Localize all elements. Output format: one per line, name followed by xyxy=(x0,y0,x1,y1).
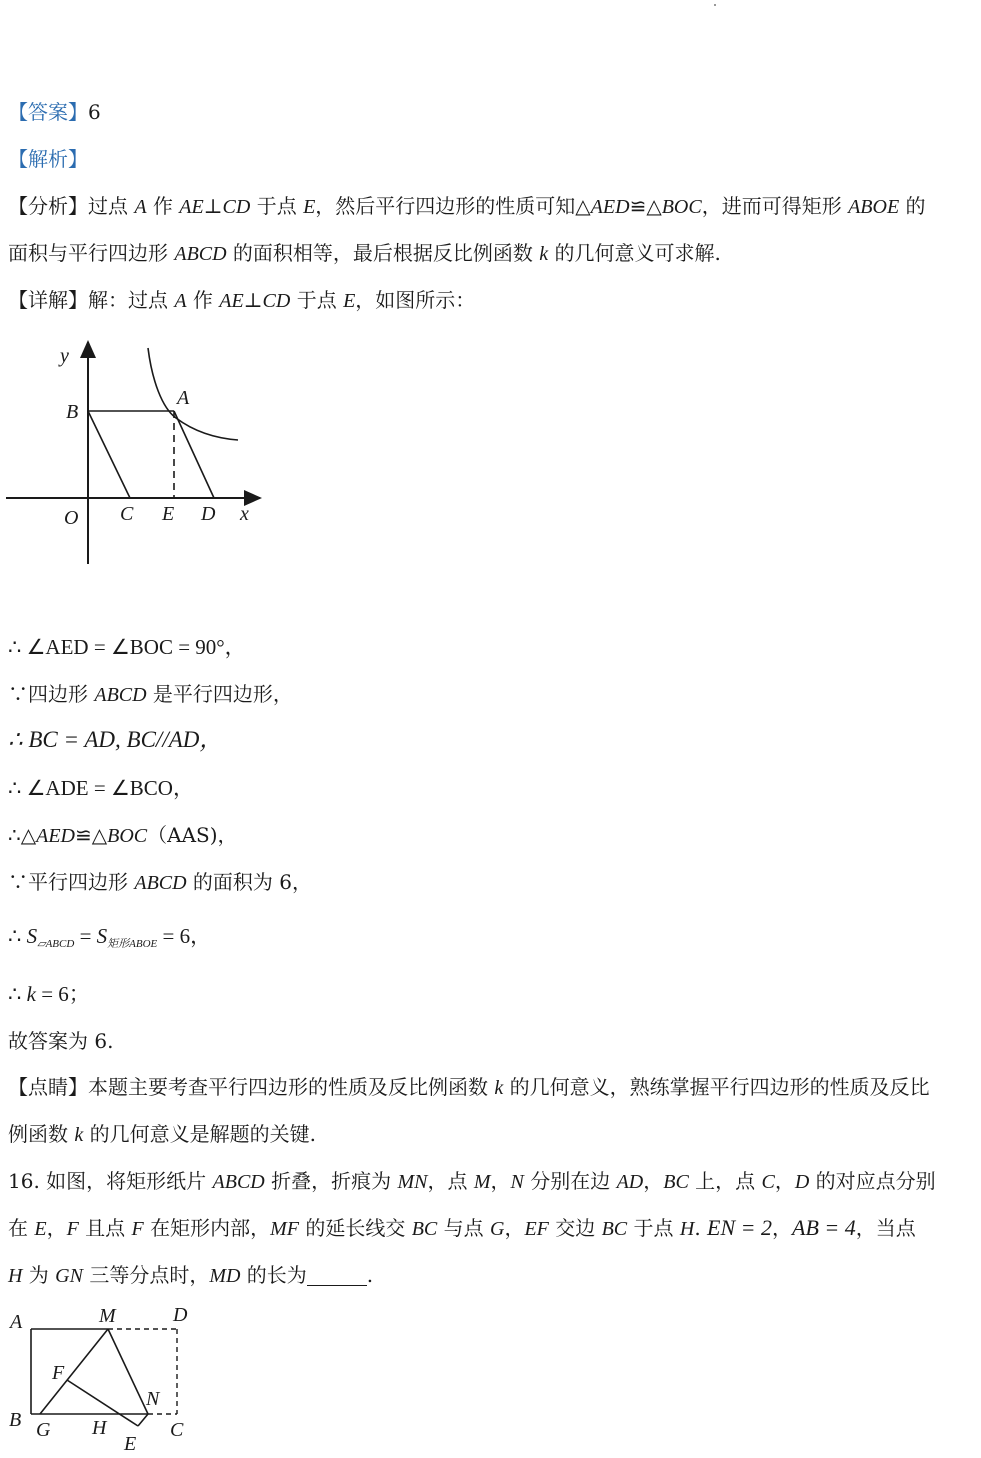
step-3: ∴ BC = AD, BC//AD， xyxy=(8,727,223,752)
answer-line xyxy=(8,98,101,126)
text: 的几何意义，熟练掌握平行四边形的性质及反比 xyxy=(503,1075,930,1099)
label-B: B xyxy=(66,401,79,423)
math-var: BC xyxy=(411,1218,438,1240)
q16-line-3 xyxy=(8,1261,373,1290)
math-var: ABCD xyxy=(134,872,187,894)
math-var: BOC xyxy=(661,196,702,218)
subscript: ▱ABCD xyxy=(37,938,75,950)
label-A2: A xyxy=(10,1311,23,1333)
text: 的延长线交 xyxy=(298,1216,412,1240)
text: 作 xyxy=(186,288,220,312)
label-N: N xyxy=(146,1388,160,1410)
text: 过点 xyxy=(88,194,135,218)
figure-1-coordinate-diagram xyxy=(0,330,280,575)
triangle-symbol: △ xyxy=(646,194,662,218)
text: 的几何意义可求解. xyxy=(548,241,721,265)
detail-tag: 【详解】 xyxy=(8,288,88,312)
text: 是平行四边形， xyxy=(146,682,293,706)
math-var: k xyxy=(26,982,36,1006)
math-var: k xyxy=(74,1124,84,1146)
detail-line xyxy=(8,286,475,315)
math-var: k xyxy=(539,243,549,265)
math-var: BC xyxy=(663,1171,689,1193)
text: 为 xyxy=(22,1263,56,1287)
text: 分别在边 xyxy=(523,1169,617,1193)
math-var: AED xyxy=(590,196,630,218)
math-var: MD xyxy=(209,1265,241,1287)
label-D: D xyxy=(201,503,216,525)
math-var: M xyxy=(473,1171,491,1193)
math-var: BOC xyxy=(107,825,148,847)
hyperbola-curve xyxy=(148,348,238,440)
label-y: y xyxy=(60,345,69,367)
answer-value: 6 xyxy=(88,100,101,124)
figure-2-folded-rectangle xyxy=(0,1298,220,1458)
text: ， xyxy=(772,1216,793,1240)
math-var: MF xyxy=(270,1218,299,1240)
step-4: ∴ ∠ADE = ∠BCO， xyxy=(8,776,194,800)
segment-GM xyxy=(40,1329,108,1414)
step-9-conclusion: 故答案为 6. xyxy=(8,1029,114,1053)
math-var: E xyxy=(343,290,356,312)
segment-MN xyxy=(108,1329,148,1414)
text: 在矩形内部， xyxy=(143,1216,271,1240)
text: ≌△ xyxy=(75,823,108,847)
text: 三等分点时， xyxy=(82,1263,210,1287)
text: 交边 xyxy=(548,1216,602,1240)
answer-blank xyxy=(307,1265,367,1286)
analysis-line-2 xyxy=(8,239,721,268)
label-H: H xyxy=(92,1417,107,1439)
label-C: C xyxy=(120,503,134,525)
text: 的面积为 6， xyxy=(186,870,313,894)
text: = 6， xyxy=(157,924,212,948)
math-var: ABOE xyxy=(848,196,900,218)
math-var: ABCD xyxy=(212,1171,265,1193)
math-var: C xyxy=(761,1171,775,1193)
text: 解：过点 xyxy=(88,288,175,312)
text: 本题主要考查平行四边形的性质及反比例函数 xyxy=(88,1075,495,1099)
text: 于点 xyxy=(250,194,304,218)
text: ，然后平行四边形的性质可知△ xyxy=(315,194,591,218)
comment-line-2 xyxy=(8,1120,316,1149)
math-var: A xyxy=(174,290,187,312)
math-var: AD xyxy=(616,1171,644,1193)
analysis-line-1 xyxy=(8,192,926,221)
answer-tag: 【答案】 xyxy=(8,100,88,124)
perp-symbol: ⊥ xyxy=(243,288,263,312)
text: 16. 如图，将矩形纸片 xyxy=(8,1169,213,1193)
math-var: GN xyxy=(55,1265,83,1287)
math-var: G xyxy=(489,1218,505,1240)
math-var: S xyxy=(26,924,38,948)
q16-line-1 xyxy=(8,1167,936,1196)
text: 的几何意义是解题的关键. xyxy=(83,1122,316,1146)
step-5 xyxy=(8,821,238,850)
text: . xyxy=(694,1216,708,1240)
scan-speck xyxy=(714,4,716,6)
text: 于点 xyxy=(290,288,344,312)
label-F: F xyxy=(52,1362,65,1384)
label-O: O xyxy=(64,507,79,529)
step-1: ∴ ∠AED = ∠BOC = 90°， xyxy=(8,635,246,659)
label-x: x xyxy=(240,503,249,525)
label-A: A xyxy=(177,387,190,409)
text: 在 xyxy=(8,1216,35,1240)
math-var: AED xyxy=(36,825,75,847)
step-8 xyxy=(8,980,90,1008)
text: ∴ xyxy=(8,982,27,1006)
text: ， xyxy=(490,1169,511,1193)
text: ∴ xyxy=(8,924,27,948)
math-var: k xyxy=(494,1077,504,1099)
math-var: F xyxy=(66,1218,79,1240)
math-var: CD xyxy=(262,290,291,312)
text: ，点 xyxy=(427,1169,474,1193)
math-var: EF xyxy=(524,1218,549,1240)
segment-EN xyxy=(138,1414,148,1426)
math-var: H xyxy=(679,1218,695,1240)
text: . xyxy=(366,1263,374,1287)
analysis-heading xyxy=(8,145,88,173)
text: 例函数 xyxy=(8,1122,75,1146)
text: 的面积相等，最后根据反比例函数 xyxy=(226,241,540,265)
math-var: BC xyxy=(601,1218,628,1240)
step-7-area-equation xyxy=(8,922,211,958)
math-var: H xyxy=(8,1265,23,1287)
text: ，当点 xyxy=(855,1216,916,1240)
text: 于点 xyxy=(627,1216,680,1240)
step-2 xyxy=(8,680,293,709)
analysis-tag: 【分析】 xyxy=(8,194,88,218)
subscript: 矩形ABOE xyxy=(107,938,158,950)
text: 作 xyxy=(146,194,180,218)
text: 与点 xyxy=(437,1216,490,1240)
label-E: E xyxy=(162,503,175,525)
math-var: MN xyxy=(397,1171,428,1193)
label-C2: C xyxy=(170,1419,184,1441)
text: （AAS)， xyxy=(147,823,238,847)
math-var: E xyxy=(34,1218,47,1240)
math-expr: EN = 2 xyxy=(707,1215,773,1240)
comment-tag: 【点睛】 xyxy=(8,1075,88,1099)
math-var: N xyxy=(510,1171,524,1193)
math-var: S xyxy=(96,924,108,948)
text: 上，点 xyxy=(688,1169,762,1193)
text: 折叠，折痕为 xyxy=(264,1169,398,1193)
text: ∵平行四边形 xyxy=(8,870,135,894)
text: ， xyxy=(46,1216,67,1240)
q16-line-2 xyxy=(8,1214,916,1243)
text: ， xyxy=(504,1216,525,1240)
label-M: M xyxy=(99,1305,116,1327)
label-D2: D xyxy=(173,1304,188,1326)
text: ∵四边形 xyxy=(8,682,95,706)
math-var: ABCD xyxy=(174,243,227,265)
label-G: G xyxy=(36,1419,51,1441)
perp-symbol: ⊥ xyxy=(203,194,223,218)
text: ∴△ xyxy=(8,823,37,847)
math-var: AE xyxy=(219,290,244,312)
math-var: F xyxy=(131,1218,144,1240)
congruent-symbol: ≌ xyxy=(629,194,647,218)
text: 的 xyxy=(899,194,926,218)
math-var: ABCD xyxy=(94,684,147,706)
math-var: D xyxy=(794,1171,810,1193)
math-var: CD xyxy=(222,196,251,218)
segment-BC xyxy=(88,411,130,498)
text: 的长为 xyxy=(240,1263,307,1287)
text: ， xyxy=(774,1169,795,1193)
analysis-head-tag: 【解析】 xyxy=(8,147,88,171)
text: ，如图所示： xyxy=(355,288,476,312)
step-6 xyxy=(8,868,312,897)
math-var: AE xyxy=(179,196,204,218)
math-var: A xyxy=(134,196,147,218)
text: ，进而可得矩形 xyxy=(701,194,849,218)
text: = 6； xyxy=(35,982,90,1006)
text: 且点 xyxy=(78,1216,132,1240)
math-expr: AB = 4 xyxy=(792,1215,856,1240)
text: = xyxy=(74,924,97,948)
text: 的对应点分别 xyxy=(809,1169,936,1193)
label-B2: B xyxy=(9,1409,22,1431)
label-E2: E xyxy=(124,1433,137,1455)
comment-line-1 xyxy=(8,1073,930,1102)
segment-AD xyxy=(174,411,214,498)
text: 面积与平行四边形 xyxy=(8,241,175,265)
math-var: E xyxy=(303,196,316,218)
text: ， xyxy=(643,1169,664,1193)
